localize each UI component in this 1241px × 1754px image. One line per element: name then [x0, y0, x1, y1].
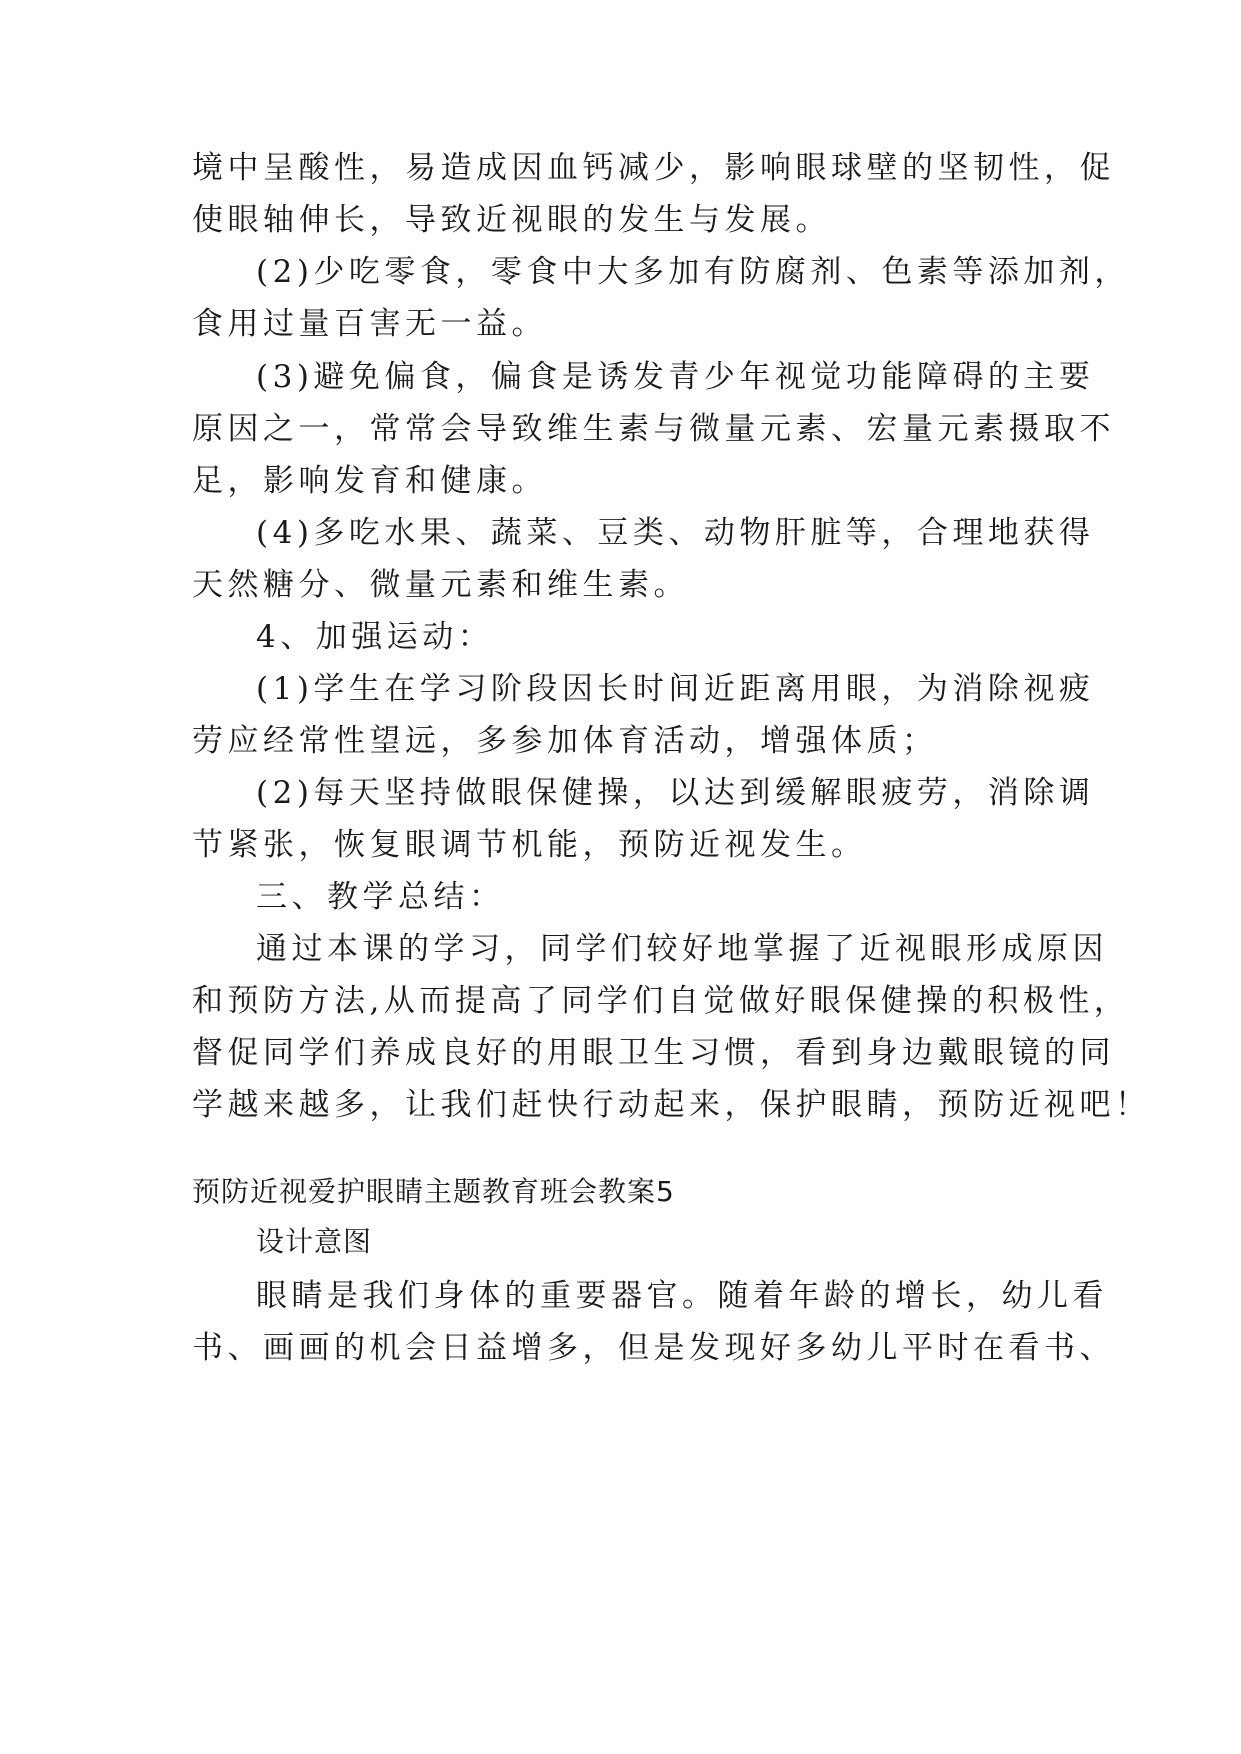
text-line: 三、教学总结： [256, 879, 505, 915]
text-line: 书、画画的机会日益增多，但是发现好多幼儿平时在看书、 [192, 1330, 1115, 1366]
text-line: 劳应经常性望远，多参加体育活动，增强体质； [192, 723, 938, 759]
text-line: 食用过量百害无一益。 [192, 306, 547, 342]
text-line: (1)学生在学习阶段因长时间近距离用眼，为消除视疲 [256, 671, 1095, 707]
subheading: 设计意图 [256, 1225, 373, 1258]
text-line: 督促同学们养成良好的用眼卫生习惯，看到身边戴眼镜的同 [192, 1035, 1115, 1071]
text-line: (2)每天坚持做眼保健操，以达到缓解眼疲劳，消除调 [256, 775, 1095, 811]
text-line: 学越来越多，让我们赶快行动起来，保护眼睛，预防近视吧！ [192, 1087, 1151, 1123]
text-line: 原因之一，常常会导致维生素与微量元素、宏量元素摄取不 [192, 411, 1115, 447]
section-title: 预防近视爱护眼睛主题教育班会教案5 [192, 1175, 675, 1208]
text-line: 4、加强运动： [256, 619, 494, 655]
text-line: 使眼轴伸长，导致近视眼的发生与发展。 [192, 202, 831, 238]
text-line: 和预防方法,从而提高了同学们自觉做好眼保健操的积极性， [192, 983, 1130, 1019]
text-line: 眼睛是我们身体的重要器官。随着年龄的增长，幼儿看 [256, 1278, 1108, 1314]
text-line: 通过本课的学习，同学们较好地掌握了近视眼形成原因 [256, 931, 1108, 967]
text-line: 境中呈酸性，易造成因血钙减少，影响眼球壁的坚韧性，促 [192, 150, 1115, 186]
text-line: 足，影响发育和健康。 [192, 463, 547, 499]
text-line: (3)避免偏食，偏食是诱发青少年视觉功能障碍的主要 [256, 359, 1095, 395]
text-line: (4)多吃水果、蔬菜、豆类、动物肝脏等，合理地获得 [256, 515, 1095, 551]
text-line: 天然糖分、微量元素和维生素。 [192, 567, 689, 603]
text-line: (2)少吃零食，零食中大多加有防腐剂、色素等添加剂， [256, 254, 1130, 290]
text-line: 节紧张，恢复眼调节机能，预防近视发生。 [192, 827, 867, 863]
